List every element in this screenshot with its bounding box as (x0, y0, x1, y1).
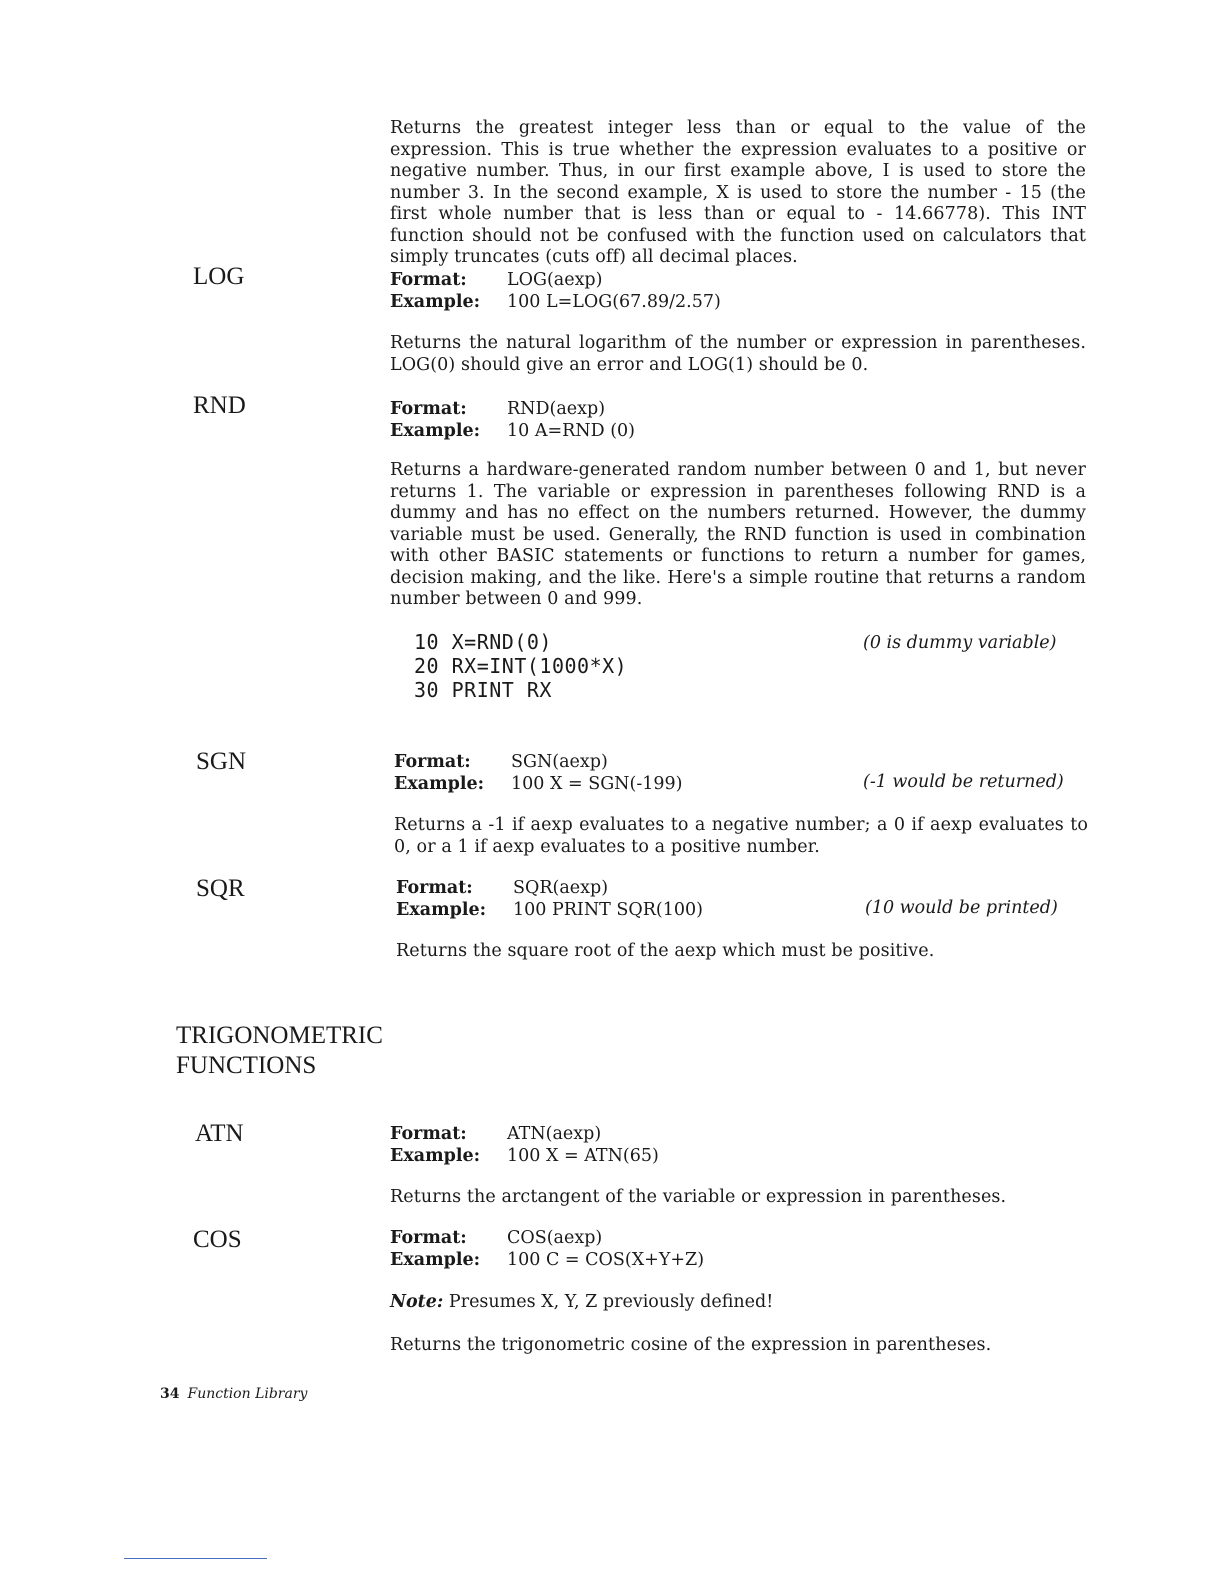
format-value: SQR(aexp) (513, 878, 609, 898)
sqr-example-note: (10 would be printed) (865, 898, 1058, 918)
cos-format-block (390, 1227, 704, 1271)
trig-heading-line: TRIGONOMETRIC (176, 1022, 383, 1049)
sgn-example-note: (-1 would be returned) (863, 772, 1064, 792)
format-label: Format: (390, 399, 467, 419)
trig-section-heading (176, 1021, 383, 1081)
format-label: Format: (396, 878, 473, 898)
page-number: 34 (160, 1386, 180, 1402)
page-footer (160, 1386, 307, 1402)
atn-heading: ATN (195, 1120, 244, 1147)
log-format-block (390, 269, 721, 313)
example-value: 100 PRINT SQR(100) (513, 900, 703, 920)
format-value: LOG(aexp) (507, 270, 603, 290)
example-label: Example: (396, 900, 487, 920)
log-heading: LOG (193, 263, 245, 290)
sqr-description: Returns the square root of the aexp which must be positive. (396, 941, 935, 961)
format-value: ATN(aexp) (507, 1124, 602, 1144)
format-label: Format: (394, 752, 471, 772)
format-value: RND(aexp) (507, 399, 606, 419)
footer-title: Function Library (187, 1386, 308, 1402)
rnd-format-block (390, 398, 635, 442)
cos-note (390, 1292, 773, 1312)
format-value: COS(aexp) (507, 1228, 603, 1248)
sqr-format-block (396, 877, 703, 921)
atn-description: Returns the arctangent of the variable or expression in parentheses. (390, 1187, 1007, 1207)
example-value: 100 X = ATN(65) (507, 1146, 659, 1166)
sgn-heading: SGN (196, 748, 247, 775)
sqr-heading: SQR (196, 875, 245, 902)
example-value: 100 L=LOG(67.89/2.57) (507, 292, 721, 312)
log-description: Returns the natural logarithm of the number or expression in parentheses. LOG(0) should give an error and LOG(1) should be 0. (390, 333, 1086, 375)
example-label: Example: (394, 774, 485, 794)
atn-format-block (390, 1123, 659, 1167)
sgn-description: Returns a -1 if aexp evaluates to a negative number; a 0 if aexp evaluates to 0, or a 1 if aexp evaluates to a positive number. (394, 815, 1088, 857)
cos-heading: COS (193, 1226, 242, 1253)
sgn-format-block (394, 751, 682, 795)
example-label: Example: (390, 292, 481, 312)
example-label: Example: (390, 421, 481, 441)
bottom-rule (124, 1558, 267, 1559)
format-value: SGN(aexp) (511, 752, 608, 772)
format-label: Format: (390, 1228, 467, 1248)
int-description: Returns the greatest integer less than or equal to the value of the expression. This is true whether the expression evaluates to a positive or negative number. Thus, in our first example above, I is used to store the number 3. In the second example, X is used to store the number - 15 (the first whole number that is less than or equal to - 14.66778). This INT function should not be confused with the function used on calculators that simply truncates (cuts off) all decimal places. (390, 118, 1086, 267)
code-line: 30 PRINT RX (414, 678, 552, 702)
rnd-description: Returns a hardware-generated random number between 0 and 1, but never returns 1. The variable or expression in parentheses following RND is a dummy and has no effect on the numbers returned. However, the dummy variable must be used. Generally, the RND function is used in combination with other BASIC statements or functions to return a number for games, decision making, and the like. Here's a simple routine that returns a random number between 0 and 999. (390, 460, 1086, 609)
example-value: 10 A=RND (0) (507, 421, 636, 441)
note-label: Note: (390, 1292, 444, 1312)
format-label: Format: (390, 1124, 467, 1144)
note-text: Presumes X, Y, Z previously defined! (443, 1292, 774, 1312)
rnd-heading: RND (193, 392, 246, 419)
example-label: Example: (390, 1250, 481, 1270)
format-label: Format: (390, 270, 467, 290)
cos-description: Returns the trigonometric cosine of the expression in parentheses. (390, 1335, 992, 1355)
example-value: 100 C = COS(X+Y+Z) (507, 1250, 705, 1270)
example-value: 100 X = SGN(-199) (511, 774, 683, 794)
example-label: Example: (390, 1146, 481, 1166)
code-line: 20 RX=INT(1000*X) (414, 654, 628, 678)
rnd-code-note: (0 is dummy variable) (863, 633, 1057, 653)
code-line: 10 X=RND(0) (414, 630, 552, 654)
rnd-code-listing (414, 630, 627, 702)
trig-heading-line: FUNCTIONS (176, 1052, 317, 1079)
